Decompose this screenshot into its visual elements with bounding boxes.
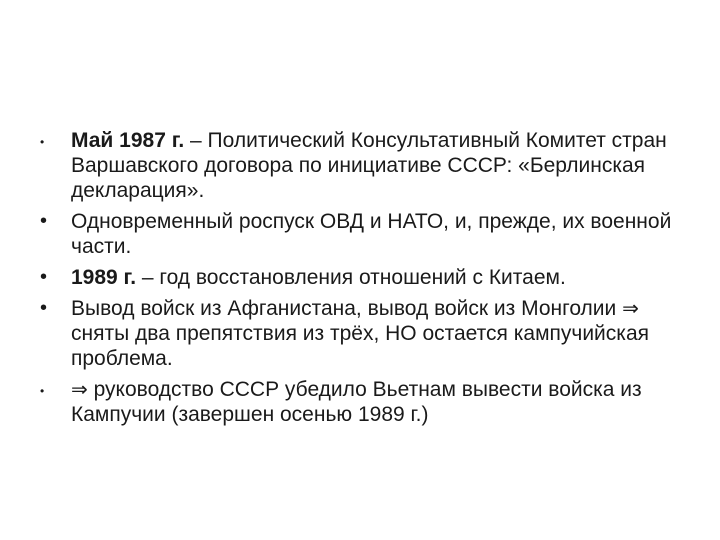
item-text: Одновременный роспуск ОВД и НАТО, и, прежде, их военной части. [71, 210, 672, 258]
item-date: Май 1987 г. [71, 129, 185, 152]
item-text: – Политический Консультативный Комитет стран Варшавского договора по инициативе СССР: «Берлинская декларация». [71, 129, 667, 202]
implies-arrow-icon: ⇒ [71, 377, 88, 401]
list-item [40, 265, 690, 290]
item-text: Вывод войск из Афганистана, вывод войск из Монголии [71, 297, 623, 320]
item-text: руководство СССР убедило Вьетнам вывести войска из Кампучии (завершен осенью 1989 г.) [71, 378, 642, 426]
item-date: 1989 г. [71, 266, 137, 289]
bullet-icon: • [40, 384, 45, 398]
item-text: сняты два препятствия из трёх, НО остается кампучийская проблема. [71, 322, 649, 370]
list-item [40, 128, 690, 203]
bullet-icon: • [40, 210, 48, 232]
list-item [40, 296, 690, 371]
bullet-icon: • [40, 297, 48, 319]
list-item [40, 209, 690, 259]
list-item [40, 377, 690, 427]
bullet-list [40, 128, 690, 433]
implies-arrow-icon: ⇒ [622, 296, 639, 320]
bullet-icon: • [40, 266, 48, 288]
bullet-icon: • [40, 135, 45, 149]
item-text: – год восстановления отношений с Китаем. [136, 266, 566, 289]
